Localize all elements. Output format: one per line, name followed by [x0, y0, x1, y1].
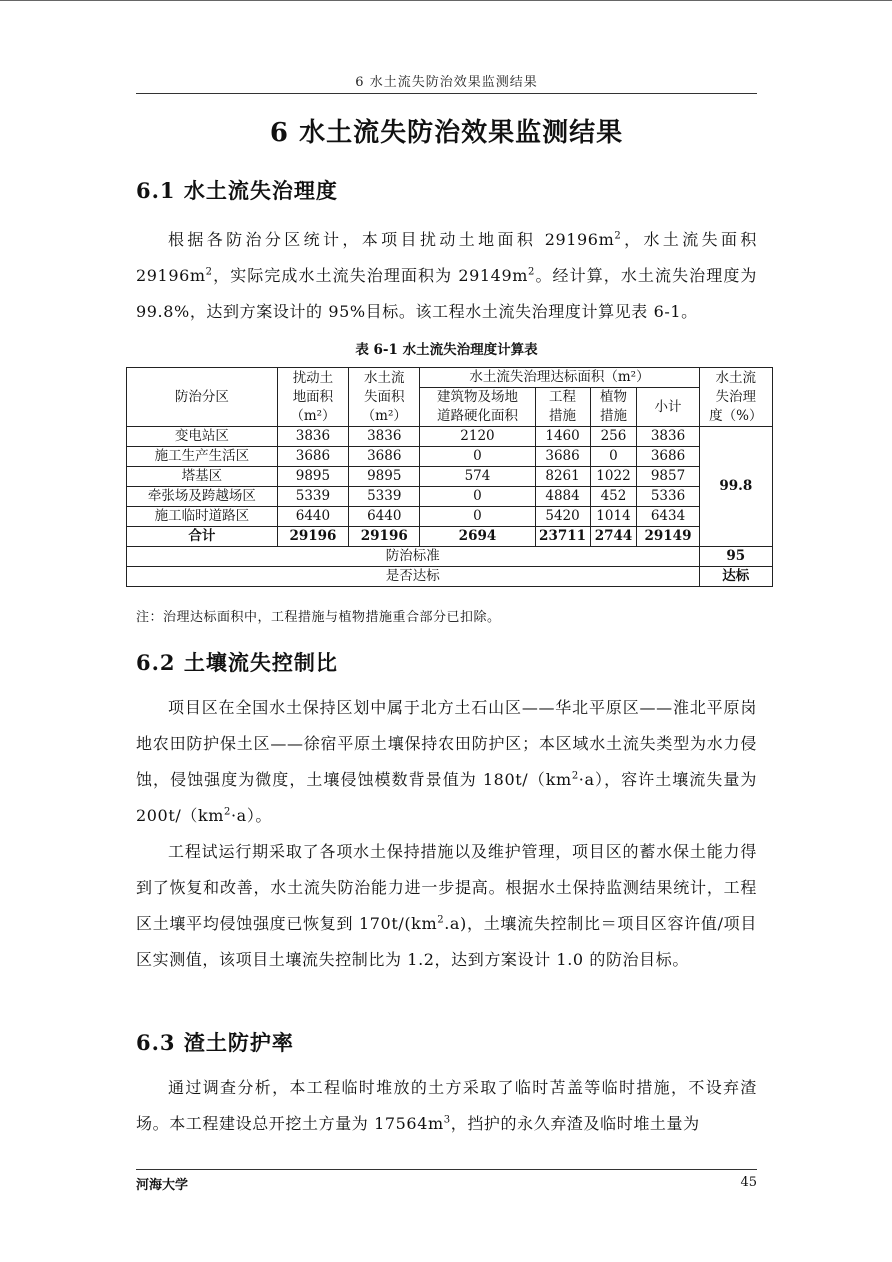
section-heading-6-1: 6.1 水土流失治理度	[136, 178, 338, 203]
header-zone: 防治分区	[127, 368, 278, 427]
cell-disturbed: 29196	[277, 527, 348, 547]
paragraph: 通过调查分析，本工程临时堆放的土方采取了临时苫盖等临时措施，不设弃渣场。本工程建设总开挖土方量为 $17564m^3$，挡护的永久弃渣及临时堆土量为	[136, 1078, 757, 1133]
cell-erosion: 3836	[349, 427, 420, 447]
table-total-row	[127, 527, 773, 547]
header-engineering: 工程 措施	[535, 388, 590, 427]
table-caption: 表 6-1 水土流失治理度计算表	[355, 342, 538, 358]
cell-reached-label: 是否达标	[127, 567, 700, 587]
cell-erosion: 3686	[349, 447, 420, 467]
cell-zone: 施工临时道路区	[127, 507, 278, 527]
cell-building: 2694	[420, 527, 535, 547]
header-disturbed-area: 扰动土 地面积 （m²）	[277, 368, 348, 427]
cell-reached-value: 达标	[699, 567, 772, 587]
header-treatment-degree: 水土流 失治理 度（%）	[699, 368, 772, 427]
cell-vegetation: 256	[590, 427, 637, 447]
cell-disturbed: 6440	[277, 507, 348, 527]
cell-building: 0	[420, 507, 535, 527]
cell-subtotal: 9857	[637, 467, 699, 487]
table-standard-row	[127, 547, 773, 567]
cell-subtotal: 6434	[637, 507, 699, 527]
section-6-3-text	[136, 1070, 757, 1142]
cell-building: 0	[420, 447, 535, 467]
paragraph: 根据各防治分区统计，本项目扰动土地面积 $29196m^2$，水土流失面积 $29196m^2$，实际完成水土流失治理面积为 $29149m^2$。经计算，水土流失治理度为 99.8%，达到方案设计的 95%目标。该工程水土流失治理度计算见表 6-1。	[136, 230, 757, 321]
table-reached-row	[127, 567, 773, 587]
cell-disturbed: 3836	[277, 427, 348, 447]
cell-engineering: 8261	[535, 467, 590, 487]
table-row	[127, 467, 773, 487]
header-erosion-area: 水土流 失面积 （m²）	[349, 368, 420, 427]
section-heading-6-2: 6.2 土壤流失控制比	[136, 650, 338, 675]
cell-treatment-degree: 99.8	[699, 427, 772, 547]
paragraph: 项目区在全国水土保持区划中属于北方土石山区——华北平原区——淮北平原岗地农田防护保土区——徐宿平原土壤保持农田防护区；本区域水土流失类型为水力侵蚀，侵蚀强度为微度，土壤侵蚀模数背景值为 $180t/(km^2\cdot a)$，容许土壤流失量为 $200t/(km^2\cdot a)$。	[136, 698, 757, 825]
page-number: 45	[740, 1175, 757, 1190]
table-header-row	[127, 368, 773, 388]
table-row	[127, 507, 773, 527]
table-row	[127, 487, 773, 507]
cell-building: 2120	[420, 427, 535, 447]
page-top-border	[0, 0, 892, 1]
section-6-2-text	[136, 690, 757, 978]
cell-subtotal: 3836	[637, 427, 699, 447]
chapter-title: 6 水土流失防治效果监测结果	[269, 118, 624, 148]
section-6-1-text	[136, 222, 757, 330]
cell-erosion: 6440	[349, 507, 420, 527]
cell-erosion: 5339	[349, 487, 420, 507]
header-subtotal: 小计	[637, 388, 699, 427]
table-row	[127, 427, 773, 447]
cell-zone: 牵张场及跨越场区	[127, 487, 278, 507]
paragraph: 工程试运行期采取了各项水土保持措施以及维护管理，项目区的蓄水保土能力得到了恢复和改善，水土流失防治能力进一步提高。根据水土保持监测结果统计，工程区土壤平均侵蚀强度已恢复到 $170t/(km^2.a)$，土壤流失控制比＝项目区容许值/项目区实测值，该项目土壤流失控制比为 1.2，达到方案设计 1.0 的防治目标。	[136, 842, 757, 969]
cell-engineering: 1460	[535, 427, 590, 447]
cell-zone: 变电站区	[127, 427, 278, 447]
cell-vegetation: 1014	[590, 507, 637, 527]
header-building-area: 建筑物及场地 道路硬化面积	[420, 388, 535, 427]
cell-erosion: 29196	[349, 527, 420, 547]
footer-rule	[136, 1169, 757, 1170]
cell-zone: 合计	[127, 527, 278, 547]
cell-vegetation: 0	[590, 447, 637, 467]
header-vegetation: 植物 措施	[590, 388, 637, 427]
cell-subtotal: 3686	[637, 447, 699, 467]
cell-building: 0	[420, 487, 535, 507]
cell-subtotal: 5336	[637, 487, 699, 507]
table-note: 注：治理达标面积中，工程措施与植物措施重合部分已扣除。	[136, 610, 501, 625]
treatment-degree-table	[126, 367, 773, 587]
header-rule	[136, 93, 757, 94]
cell-vegetation: 452	[590, 487, 637, 507]
cell-building: 574	[420, 467, 535, 487]
cell-erosion: 9895	[349, 467, 420, 487]
cell-disturbed: 5339	[277, 487, 348, 507]
cell-disturbed: 3686	[277, 447, 348, 467]
cell-engineering: 4884	[535, 487, 590, 507]
footer-institution: 河海大学	[136, 1178, 189, 1193]
running-header: 6 水土流失防治效果监测结果	[355, 75, 538, 90]
table-row	[127, 447, 773, 467]
header-treated-group: 水土流失治理达标面积（m²）	[420, 368, 699, 388]
cell-standard-value: 95	[699, 547, 772, 567]
cell-zone: 施工生产生活区	[127, 447, 278, 467]
cell-engineering: 5420	[535, 507, 590, 527]
cell-vegetation: 1022	[590, 467, 637, 487]
cell-zone: 塔基区	[127, 467, 278, 487]
cell-subtotal: 29149	[637, 527, 699, 547]
cell-vegetation: 2744	[590, 527, 637, 547]
section-heading-6-3: 6.3 渣土防护率	[136, 1030, 294, 1055]
cell-engineering: 3686	[535, 447, 590, 467]
cell-disturbed: 9895	[277, 467, 348, 487]
cell-standard-label: 防治标准	[127, 547, 700, 567]
cell-engineering: 23711	[535, 527, 590, 547]
